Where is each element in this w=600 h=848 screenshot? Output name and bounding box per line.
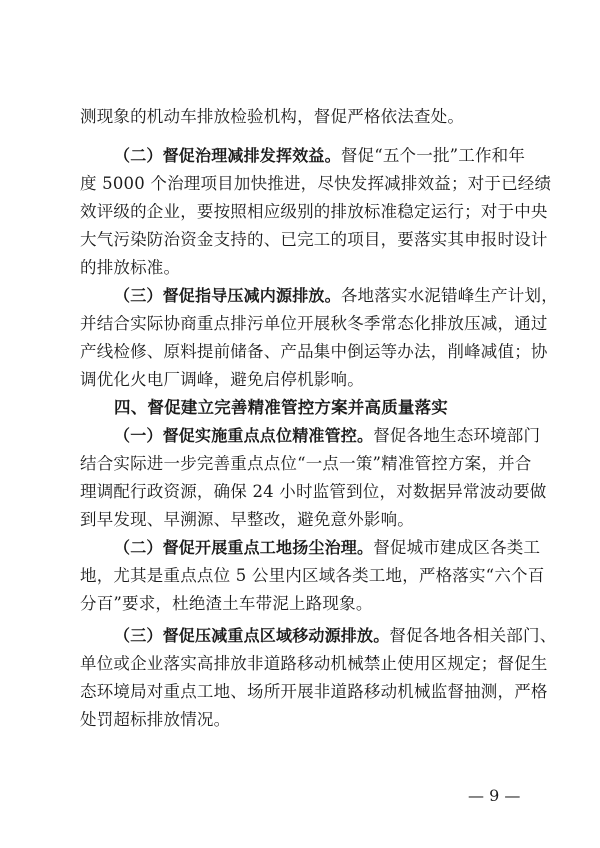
body-line: 产线检修、原料提前储备、产品集中倒运等办法，削峰减值；协 bbox=[80, 342, 548, 361]
page-number: — 9 — bbox=[468, 786, 521, 805]
body-line: 理调配行政资源，确保 24 小时监管到位，对数据异常波动要做 bbox=[80, 482, 547, 501]
subsection-heading: （二）督促治理减排发挥效益。 bbox=[114, 146, 341, 165]
body-line: 到早发现、早溯源、早整改，避免意外影响。 bbox=[80, 510, 414, 529]
body-text: 督促城市建成区各类工 bbox=[373, 538, 541, 557]
body-text: 督促“五个一批”工作和年 bbox=[340, 146, 526, 165]
body-text: 督促各地各相关部门、 bbox=[389, 626, 557, 645]
body-line: 结合实际进一步完善重点点位“一点一策”精准管控方案，并合 bbox=[80, 454, 532, 473]
subsection-heading: （一）督促实施重点点位精准管控。 bbox=[114, 426, 374, 445]
paragraph-line bbox=[114, 145, 560, 167]
body-line: 的排放标准。 bbox=[80, 258, 181, 277]
body-line: 测现象的机动车排放检验机构，督促严格依法查处。 bbox=[80, 107, 465, 126]
body-line: 度 5000 个治理项目加快推进，尽快发挥减排效益；对于已经绩 bbox=[80, 174, 552, 193]
body-text: 督促各地生态环境部门 bbox=[373, 426, 541, 445]
body-line: 单位或企业落实高排放非道路移动机械禁止使用区规定；督促生 bbox=[80, 654, 548, 673]
section-heading: 四、督促建立完善精准管控方案并高质量落实 bbox=[114, 398, 448, 417]
body-line: 分百”要求，杜绝渣土车带泥上路现象。 bbox=[80, 594, 373, 613]
paragraph-line bbox=[114, 625, 560, 647]
body-line: 并结合实际协商重点排污单位开展秋冬季常态化排放压减，通过 bbox=[80, 314, 548, 333]
subsection-heading: （三）督促指导压减内源排放。 bbox=[114, 286, 341, 305]
subsection-heading: （二）督促开展重点工地扬尘治理。 bbox=[114, 538, 374, 557]
body-line: 地，尤其是重点点位 5 公里内区域各类工地，严格落实“六个百 bbox=[80, 566, 545, 585]
body-text: 各地落实水泥错峰生产计划， bbox=[340, 286, 558, 305]
body-line: 态环境局对重点工地、场所开展非道路移动机械监督抽测，严格 bbox=[80, 682, 548, 701]
body-line: 大气污染防治资金支持的、已完工的项目，要落实其申报时设计 bbox=[80, 230, 548, 249]
paragraph-line bbox=[114, 285, 560, 307]
body-line: 效评级的企业，要按照相应级别的排放标准稳定运行；对于中央 bbox=[80, 202, 548, 221]
paragraph-line bbox=[114, 425, 560, 447]
body-line: 调优化火电厂调峰，避免启停机影响。 bbox=[80, 370, 364, 389]
subsection-heading: （三）督促压减重点区域移动源排放。 bbox=[114, 626, 390, 645]
body-line: 处罚超标排放情况。 bbox=[80, 710, 231, 729]
paragraph-line bbox=[114, 537, 560, 559]
